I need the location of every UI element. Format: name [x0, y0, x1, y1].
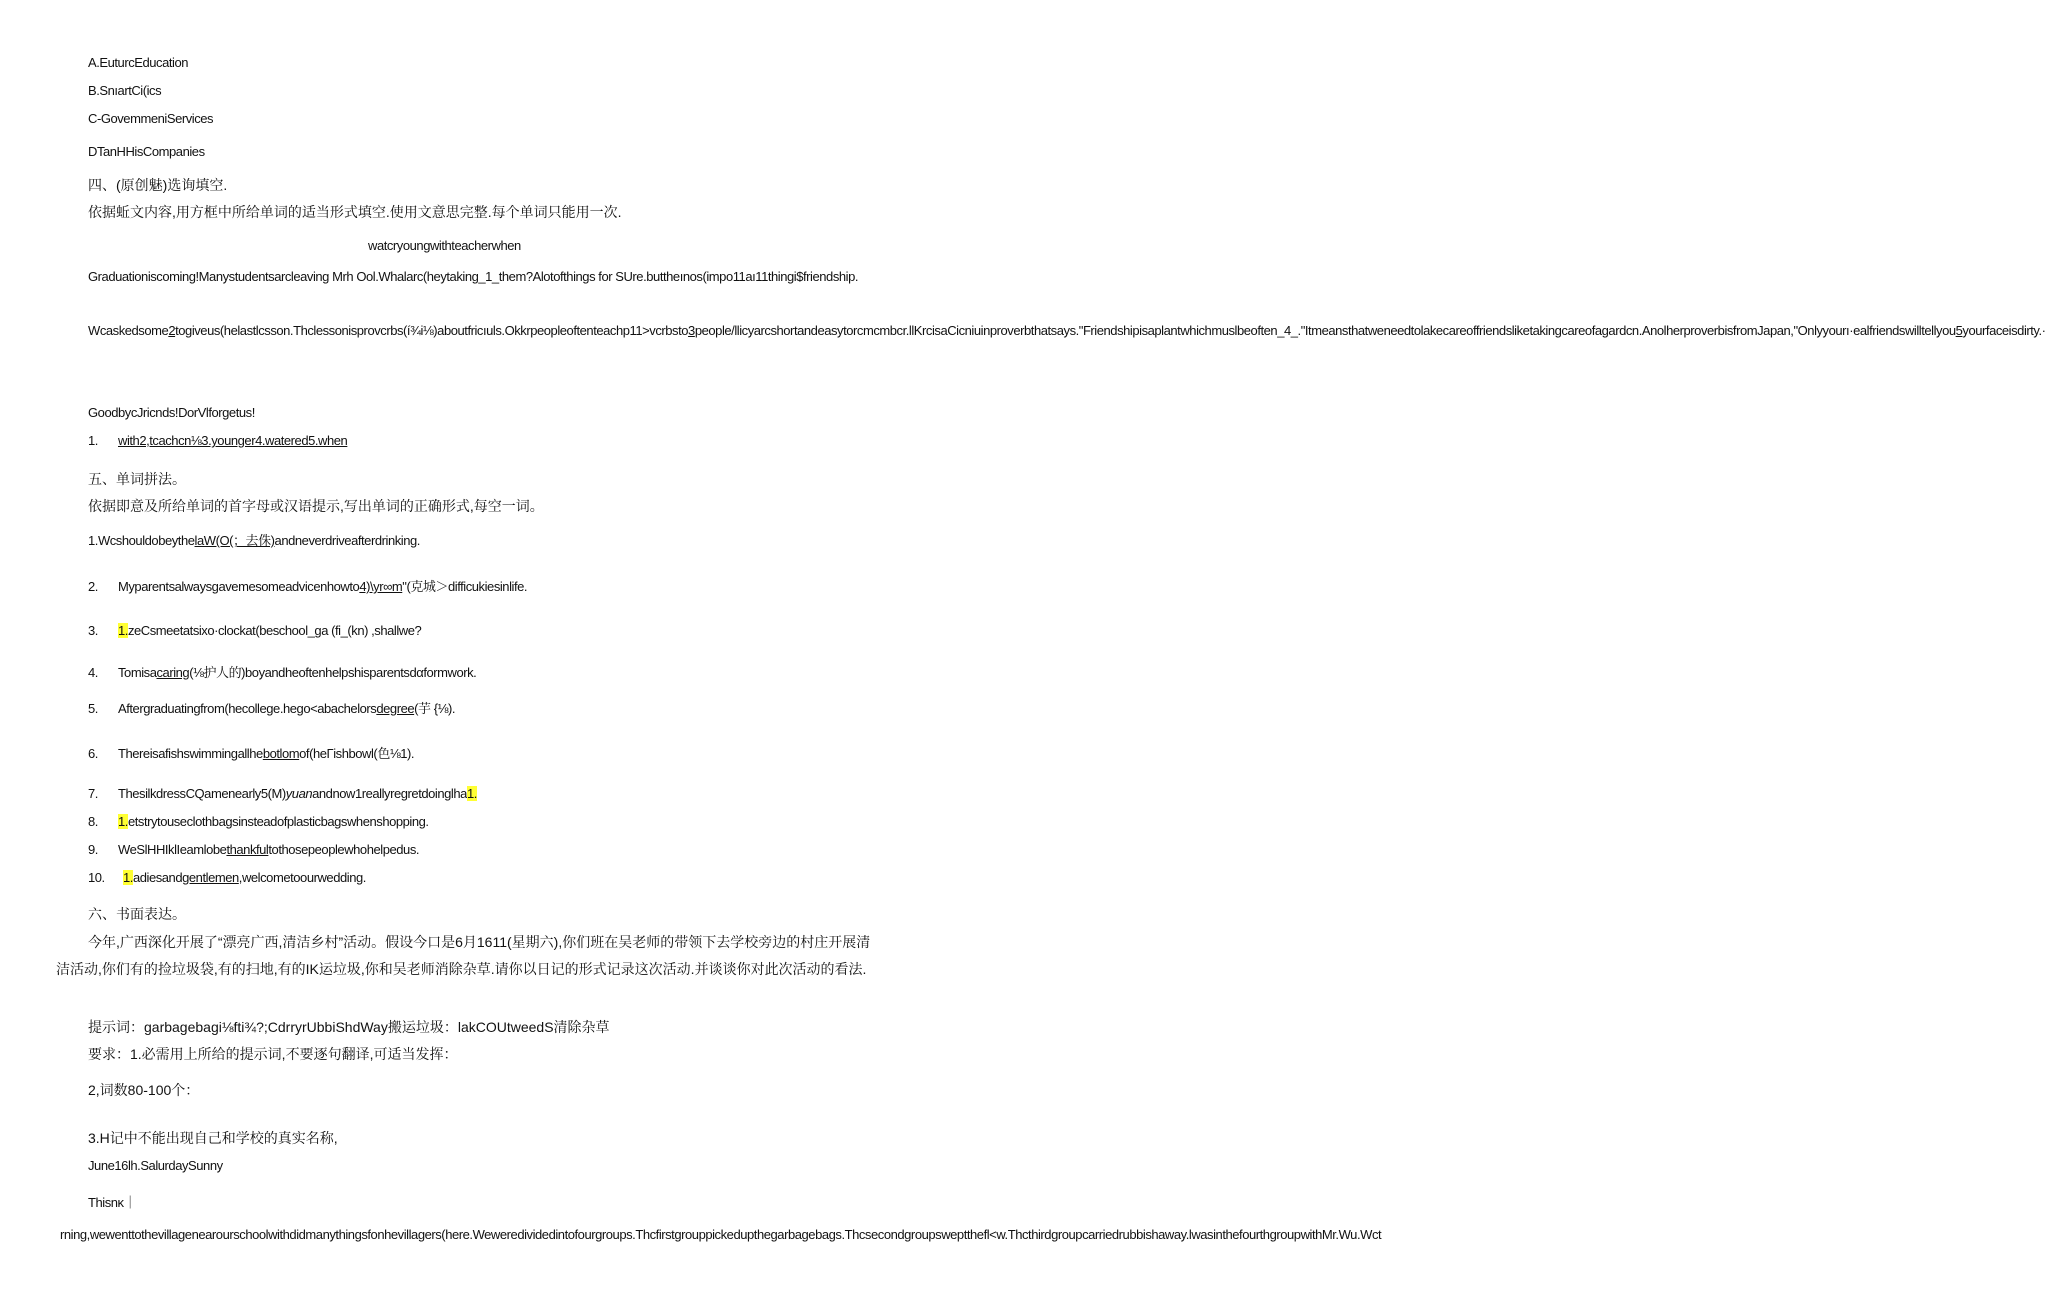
- para2-blank-2: 2: [168, 323, 176, 338]
- item6-answer: botlom: [262, 746, 300, 761]
- item2-rest: "(克城＞difficukiesinlife.: [402, 579, 528, 594]
- writing-prompt: 今年,广西深化开展了“漂亮广西,清洁乡村”活动。假设今口是6月1611(星期六),你们班在吴老师的带领下去学校旁边的村庄开展清洁活动,你们有的捡垃圾袋,有的扫地,有的IK运垃圾,你和吴老师消除杂草.请你以日记的形式记录这次活动.并谈谈你对此次活动的看法.: [56, 934, 871, 977]
- section5-instruction: 依据即意及所给单词的首字母或汉语提示,写出单词的正确形式,每空一词。: [88, 498, 544, 514]
- item2-answer: 4)\yr∞m: [359, 579, 403, 594]
- item9-number: 9.: [88, 842, 98, 857]
- spelling-item-3: [88, 622, 421, 640]
- item7-text: ThesilkdressCQamenearly5(M): [118, 786, 286, 801]
- requirement-3: 3.H记中不能出现自己和学校的真实名称,: [88, 1130, 338, 1146]
- item4-answer: caring: [156, 665, 190, 680]
- para2-part-a: Wcaskedsome: [88, 323, 169, 338]
- item2-number: 2.: [88, 579, 98, 594]
- spelling-item-4: [88, 664, 476, 682]
- passage-para1: Graduationiscoming!Manystudentsarcleaving Mrh Ool.Whalarc(heytaking_1_them?Alotofthings for SUre.buttheınos(impo11aı11thingi$friendship.: [88, 269, 859, 284]
- para2-blank-5: 5: [1955, 323, 1963, 338]
- spelling-item-1: [88, 532, 420, 550]
- sample-essay: Thisnκ｜rning,wewenttothevillagenearourschoolwithdidmanythingsfonhevillagers(here.Weweredividedintofourgroups.Thcfirstgrouppickedupthegarbagebags.Thcsecondgroupsweptthefl<w.Thcthirdgroupcarriedrubbishaway.lwasinthefourthgroupwithMr.Wu.Wct: [60, 1195, 1382, 1242]
- answer-line: [88, 432, 347, 450]
- item9-text: WeSlHHIklIeamlobe: [118, 842, 227, 857]
- option-b: B.SnıartCi(ics: [88, 83, 162, 98]
- item3-rest: zeCsmeetatsixo·clockat(beschool_ga (fi_(kn) ,shallwe?: [127, 623, 422, 638]
- requirement-1: 要求：1.必需用上所给的提示词,不要逐句翻译,可适当发挥：: [88, 1046, 458, 1062]
- item8-highlight: 1.: [118, 814, 128, 829]
- section4-instruction: 依据蚯文内容,用方框中所给单词的适当形式填空.使用文意思完整.每个单词只能用一次.: [88, 204, 622, 220]
- passage-closing: GoodbycJricnds!DorVlforgetus!: [88, 405, 255, 420]
- para2-blank-3: 3: [688, 323, 695, 338]
- spelling-item-2: [88, 578, 527, 596]
- item8-number: 8.: [88, 814, 98, 829]
- para2-part-d: yourfaceisdirty.·: [1962, 323, 2046, 338]
- spelling-item-10: [88, 869, 366, 887]
- spelling-item-8: [88, 813, 429, 831]
- para2-part-b: togiveus(helastlcsson.Thclessonisprovcrbs(í¾i⅛)aboutfricıuls.Okkrpeopleoftenteachp11>vcrbsto: [175, 323, 689, 338]
- item9-answer: thankful: [226, 842, 269, 857]
- requirement-2: 2,词数80-100个：: [88, 1082, 200, 1098]
- item6-rest: of(heΓishbowl(色⅛1).: [299, 746, 415, 761]
- section6-heading: 六、书面表达。: [88, 906, 186, 922]
- item4-text: Tomisa: [118, 665, 157, 680]
- option-a: A.EuturcEducation: [88, 55, 189, 70]
- diary-date: June16lh.SalurdaySunny: [88, 1158, 223, 1173]
- item1-answer: laW(O(；去侏): [194, 533, 275, 548]
- hint-words: 提示词：garbagebagi⅛fti¾?;CdrryrUbbiShdWay搬运垃圾：lakCOUtweedS清除杂草: [88, 1019, 610, 1035]
- item3-highlight: 1.: [118, 623, 128, 638]
- item7-highlight: 1.: [466, 786, 477, 801]
- item10-text: adiesand: [132, 870, 183, 885]
- item10-number: 10.: [88, 870, 105, 885]
- item4-rest: (⅛护人的)boyandheoftenhelpshisparentsdαformwork.: [189, 665, 477, 680]
- item3-number: 3.: [88, 623, 98, 638]
- item6-text: Thereisafishswimmingallhe: [118, 746, 263, 761]
- spelling-item-9: [88, 841, 419, 859]
- option-c: C-GovemmeniServices: [88, 111, 214, 126]
- spelling-item-7: [88, 785, 477, 803]
- option-d: DTanHHisCompanies: [88, 144, 205, 159]
- word-box: watcryoungwithteacherwhen: [368, 238, 521, 253]
- spelling-item-5: [88, 700, 455, 718]
- item5-answer: degree: [376, 701, 415, 716]
- item7-rest: andnow1reallyregretdoinglha: [312, 786, 467, 801]
- item1-rest: andneverdriveafterdrinking.: [274, 533, 420, 548]
- item10-answer: gentlemen: [182, 870, 239, 885]
- item1-text: 1.Wcshouldobeythe: [88, 533, 195, 548]
- item5-rest: (芋 {⅛).: [414, 701, 456, 716]
- item9-rest: tothosepeoplewhohelpedus.: [268, 842, 420, 857]
- item8-rest: etstrytouseclothbagsinsteadofplasticbagswhenshopping.: [127, 814, 429, 829]
- item6-number: 6.: [88, 746, 98, 761]
- section5-heading: 五、单词拼法。: [88, 471, 186, 487]
- item2-text: Myparentsalwaysgavemesomeadvicenhowto: [118, 579, 360, 594]
- answer-text: with2,tcachcn⅛3.younger4.watered5.when: [118, 433, 348, 448]
- item7-currency: yuan: [285, 786, 313, 801]
- passage-para2: [60, 316, 2046, 346]
- item4-number: 4.: [88, 665, 98, 680]
- item5-text: Aftergraduatingfrom(hecollege.hego<abachelors: [118, 701, 377, 716]
- section4-heading: 四、(原创魅)选询填空.: [88, 177, 228, 193]
- para2-part-c: people/llicyarcshortandeasytorcmcmbcr.llKrcisaCicniuinproverbthatsays."Friendshipisaplantwhichmuslbeoften_4_."Itmeansthatweneedtolakecareoffriendsliketakingcareofagardcn.AnolherproverbisfromJapan,"Onlyyourı·ealfriendswilltellyou: [694, 323, 1956, 338]
- item5-number: 5.: [88, 701, 98, 716]
- item10-rest: ,welcometoourwedding.: [238, 870, 366, 885]
- spelling-item-6: [88, 745, 414, 763]
- item7-number: 7.: [88, 786, 98, 801]
- item10-highlight: 1.: [123, 870, 133, 885]
- answer-number: 1.: [88, 433, 98, 448]
